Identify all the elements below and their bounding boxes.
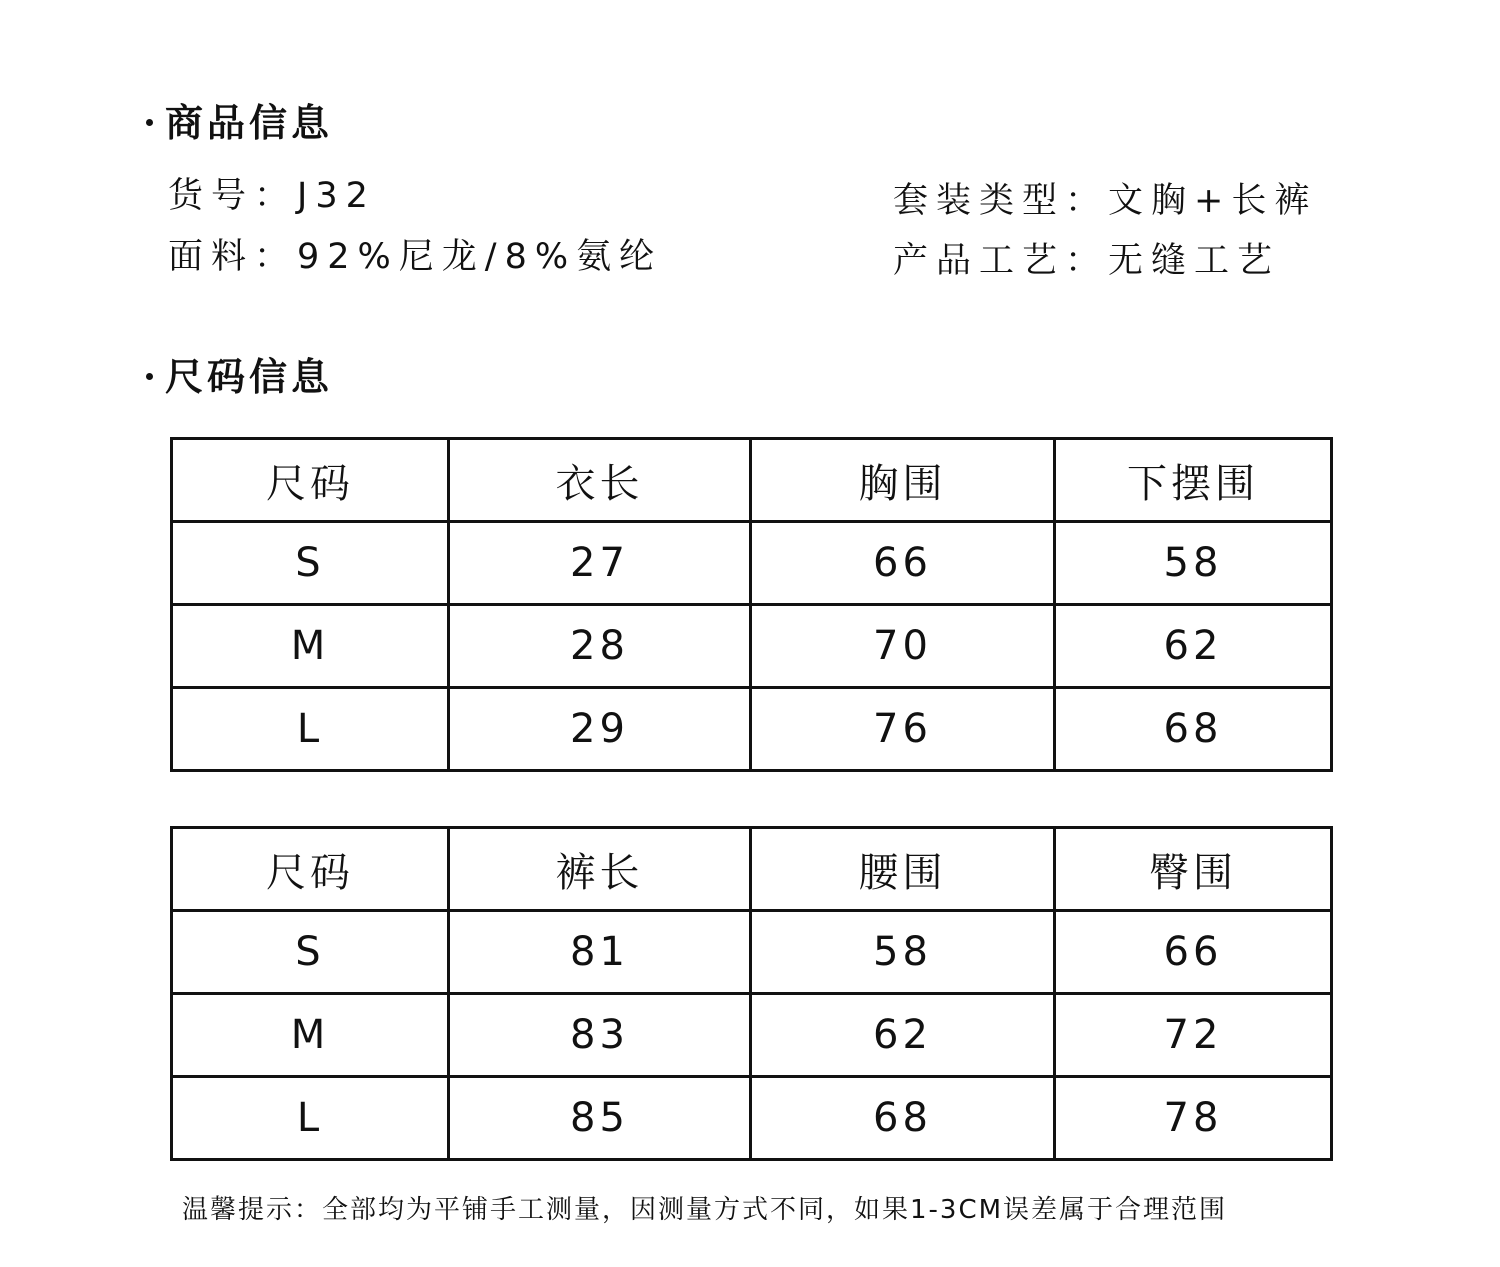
table-cell: 66 [751,522,1055,605]
table-row [172,911,1332,994]
table-cell: 83 [449,994,751,1077]
table-cell: 81 [449,911,751,994]
size-info-title-text: 尺码信息 [165,355,334,399]
table-cell: S [172,911,449,994]
table-cell: L [172,688,449,771]
header-cell: 衣长 [449,439,751,522]
table-row [172,605,1332,688]
header-cell: 下摆围 [1055,439,1332,522]
bullet-dot-icon [146,119,153,126]
table-cell: 28 [449,605,751,688]
table-cell: 68 [1055,688,1332,771]
table-cell: M [172,605,449,688]
table-cell: 72 [1055,994,1332,1077]
table-header-row [172,828,1332,911]
table-cell: 85 [449,1077,751,1160]
measurement-note: 温馨提示：全部均为平铺手工测量，因测量方式不同，如果1-3CM误差属于合理范围 [182,1195,1228,1225]
table-row [172,1077,1332,1160]
table-cell: M [172,994,449,1077]
header-cell: 尺码 [172,828,449,911]
table-cell: 58 [751,911,1055,994]
table-row [172,522,1332,605]
header-cell: 胸围 [751,439,1055,522]
craft-line: 产品工艺：无缝工艺 [893,241,1281,281]
size-info-title [146,355,334,399]
table-cell: 29 [449,688,751,771]
table-cell: S [172,522,449,605]
table-cell: L [172,1077,449,1160]
table-row [172,994,1332,1077]
fabric-line: 面料：92%尼龙/8%氨纶 [168,237,663,277]
table-cell: 68 [751,1077,1055,1160]
header-cell: 腰围 [751,828,1055,911]
bullet-dot-icon [146,373,153,380]
product-info-title-text: 商品信息 [165,101,334,145]
table-cell: 58 [1055,522,1332,605]
top-size-table [170,437,1333,772]
table-cell: 27 [449,522,751,605]
header-cell: 尺码 [172,439,449,522]
table-header-row [172,439,1332,522]
header-cell: 裤长 [449,828,751,911]
set-type-line: 套装类型：文胸+长裤 [893,181,1318,221]
table-cell: 62 [1055,605,1332,688]
header-cell: 臀围 [1055,828,1332,911]
bottom-size-table [170,826,1333,1161]
table-row [172,688,1332,771]
table-cell: 76 [751,688,1055,771]
table-cell: 78 [1055,1077,1332,1160]
product-info-title [146,101,334,145]
table-cell: 66 [1055,911,1332,994]
sku-line: 货号：J32 [168,176,376,216]
table-cell: 62 [751,994,1055,1077]
table-cell: 70 [751,605,1055,688]
